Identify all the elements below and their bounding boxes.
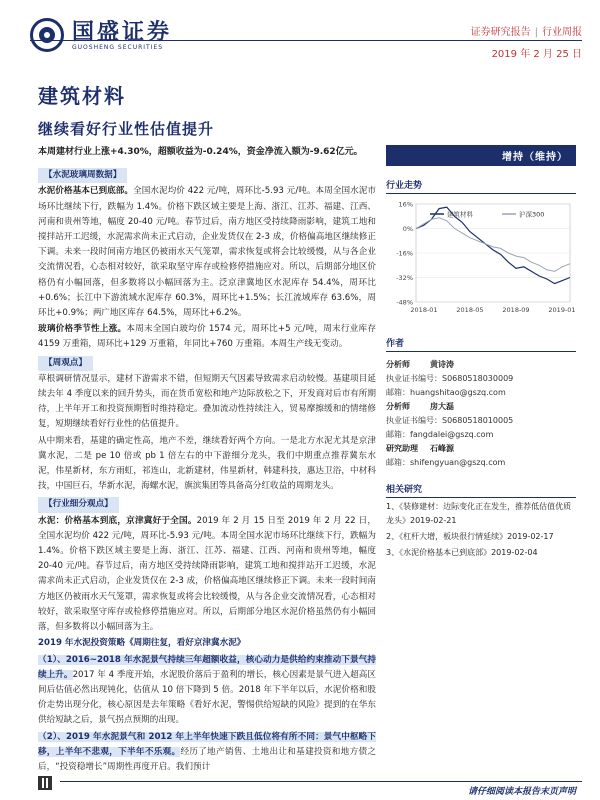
analyst1-label: 分析师 (386, 360, 410, 369)
analyst1-name: 黄诗涛 (430, 360, 454, 369)
sidebar (386, 145, 576, 562)
main-column (38, 145, 376, 776)
analyst3-label: 研究助理 (386, 444, 418, 453)
related-item[interactable]: 3、《水泥价格基本已到底部》2019-02-04 (386, 548, 538, 557)
legend-label: 建筑材料 (447, 210, 473, 219)
paragraph-cement-price (38, 184, 376, 321)
analyst2-email: 邮箱：fangdalei@gszq.com (386, 430, 494, 439)
report-meta (471, 22, 582, 66)
rating-badge: 增持（维持） (386, 145, 576, 166)
report-date: 2019 年 2 月 25 日 (491, 49, 582, 60)
x-tick-label: 2019-01 (548, 306, 576, 314)
x-tick-label: 2018-01 (410, 306, 438, 314)
report-subtype: 行业周报 (542, 27, 582, 38)
y-tick-label: -48% (396, 298, 413, 307)
logo-icon (30, 18, 64, 52)
report-type-separator: | (534, 27, 538, 38)
trend-chart (386, 198, 576, 324)
analyst2-label: 分析师 (386, 402, 410, 411)
footer-divider (60, 781, 582, 782)
related-item[interactable]: 2、《杠杆大增，板块很行情延续》2019-02-17 (386, 532, 554, 541)
logo-name-en: GUOSHENG SECURITIES (72, 43, 164, 51)
related-title: 相关研究 (386, 482, 576, 498)
y-tick-label: -32% (396, 274, 413, 282)
company-logo (30, 18, 172, 52)
logo-name-cn: 国盛证券 (72, 18, 173, 45)
report-headline: 继续看好行业性估值提升 (38, 120, 215, 138)
y-tick-label: -16% (396, 249, 413, 258)
analyst3-name: 石峰源 (430, 444, 454, 453)
trend-chart-svg (386, 198, 576, 324)
analyst2-cert: 执业证书编号：S0680518010005 (386, 416, 514, 425)
glass-price-heading: 玻璃价格季节性上涨。 (38, 324, 127, 335)
industry-title: 建筑材料 (38, 84, 126, 108)
footer-disclaimer: 请仔细阅读本报告末页声明 (467, 787, 576, 797)
section-subsector-view: 【行业细分观点】 (38, 497, 119, 512)
authors-title: 作者 (386, 336, 576, 352)
paragraph-valuation: 2017 年 4 季度开始，水泥股价落后于盈利的增长，核心因素是景气进入超高区间后估值必然出现钝化，估值从 10 倍下降到 5 倍。2018 年下半年以后，水泥价格和股价走势出现分化，核心原因是去年策略《看好水泥，警惕供给短缺的风险》提到的在华东供给短缺之后，景气拐点预期的出现。 (38, 669, 376, 726)
x-tick-label: 2018-09 (502, 306, 530, 314)
report-type: 证券研究报告 (470, 27, 531, 38)
y-tick-label: 16% (398, 200, 413, 209)
header-divider (30, 40, 582, 41)
author-list (386, 358, 576, 470)
analyst3-email: 邮箱：shifengyuan@gszq.com (386, 458, 506, 467)
analyst1-cert: 执业证书编号：S0680518030009 (386, 374, 514, 383)
cement-price-text: 全国水泥均价 422 元/吨，周环比-5.93 元/吨。本周全国水泥市场环比继续下行，跌幅为 1.4%。价格下跌区域主要是上海、浙江、江苏、福建、江西、河南和贵州等地，幅度 20-40 元/吨。春节过后，南方地区受持续降雨影响，建筑工地和搅拌站开工迟缓，水泥需求尚未正式启动，企业发货仅在 2-3 成，价格偏高地区继续修正下调。未来一段时间南方地区仍被雨水天气笼罩，需求恢复或将会比较缓慢，从与各企业交流情况看，心态相对较好，欲采取坚守库存或检修停措施应对。所以，后期部分地区价格仍有小幅回落，但多数将以小幅回落为主。泛京津冀地区水泥库存 54.4%，周环比+0.6%；长江中下游流域水泥库存 60.3%，周环比+1.5%；长江流域库存 63.6%，周环比+0.9%；两广地区库存 64.5%，周环比+6.2%。 (38, 186, 376, 319)
glass-price-text: 本周末全国白玻均价 1574 元，周环比+5 元/吨，周末行业库存 4159 万重箱，周环比+129 万重箱，年同比+760 万重箱。本周生产线无变动。 (38, 324, 376, 350)
paragraph-glass-price (38, 322, 376, 352)
section-weekly-data: 【水泥玻璃周数据】 (38, 168, 127, 183)
paragraph-cycle: 经历了地产销售、土地出让和基建投资和地方债之后，“投资稳增长”周期性再度开启。我们预计 (38, 746, 376, 772)
analyst1-email: 邮箱：huangshitao@gszq.com (386, 388, 506, 397)
legend-label: 沪深300 (519, 210, 545, 219)
highlight-1 (38, 653, 376, 729)
paragraph-midterm-view: 从中期来看，基建的确定性高，地产不差，继续看好两个方向。一是北方水泥尤其是京津冀水泥，二是 pe 10 倍或 pb 1 倍左右的中下游细分龙头，我们中期重点推荐冀东水泥，伟星新材，东方雨虹，祁连山，北新建材，伟星新材，韩建科技，惠达卫浴，中材科技，中国巨石，华新水泥，海螺水泥，旗滨集团等具备高分红收益的周期龙头。 (38, 435, 376, 492)
related-list (386, 500, 576, 560)
cement-price-heading: 水泥价格基本已到底部。 (38, 186, 134, 197)
series-line-building-materials (416, 207, 570, 284)
highlight-2-text: （2）、2019 年水泥景气和 2012 年上半年快速下跌且低位将有所不同：景气中枢略下移，上半年不悲观，下半年不乐观。 (38, 731, 376, 757)
paragraph-weekly-view: 草根调研情况显示，建材下游需求不错，但短期天气因素导致需求启动较慢。基建项目延续去年 4 季度以来的回升势头，而在货币宽松和地产边际放松之下，开发商对后市有所期待，上半年开工和投资预期暂时维持稳定。叠加流动性持续注入，贸易摩擦缓和的情绪修复，短期继续看好行业性的估值提升。 (38, 373, 376, 430)
page-footer (0, 776, 600, 800)
y-tick-label: 0% (402, 225, 413, 233)
cement-view-heading: 水泥：价格基本到底，京津冀好于全国。 (38, 515, 197, 526)
paragraph-cement-view (38, 514, 376, 636)
page-header (0, 0, 600, 68)
trend-title: 行业走势 (386, 178, 576, 194)
highlight-2 (38, 730, 376, 776)
cement-view-text: 2019 年 2 月 15 日至 2019 年 2 月 22 日，全国水泥均价 422 元/吨，周环比-5.93 元/吨。本周全国水泥市场环比继续下行，跌幅为 1.4%。价格下跌区域主要是上海、浙江、江苏、福建、江西、河南和贵州等地，幅度 20-40 元/吨。春节过后，南方地区受持续降雨影响，建筑工地和搅拌站开工迟缓，水泥需求尚未正式启动，企业发货仅在 2-3 成，价格偏高地区继续修正下调。未来一段时间南方地区仍被雨水天气笼罩，需求恢复或将会比较缓慢，从与各企业交流情况看，心态相对较好，欲采取坚守库存或检修停措施应对。所以，后期部分地区水泥价格虽然仍有小幅回落，但多数将以小幅回落为主。 (38, 515, 376, 633)
qr-code-icon (38, 776, 52, 790)
series-line-csi300 (416, 218, 570, 272)
highlight-1-text: （1）、2016~2018 年水泥景气持续三年超额收益，核心动力是供给约束推动下景气持续上升。 (38, 654, 376, 680)
related-item[interactable]: 1、《装修建材：边际变化正在发生，推荐低估值优质龙头》2019-02-21 (386, 502, 572, 525)
analyst2-name: 房大磊 (430, 402, 454, 411)
lead-summary: 本周建材行业上涨+4.30%，超额收益为-0.24%，资金净流入额为-9.62亿元。 (38, 147, 363, 157)
section-weekly-view: 【周观点】 (38, 356, 93, 371)
strategy-heading: 2019 年水泥投资策略《周期往复，看好京津冀水泥》 (38, 638, 246, 649)
x-tick-label: 2018-05 (456, 306, 484, 314)
